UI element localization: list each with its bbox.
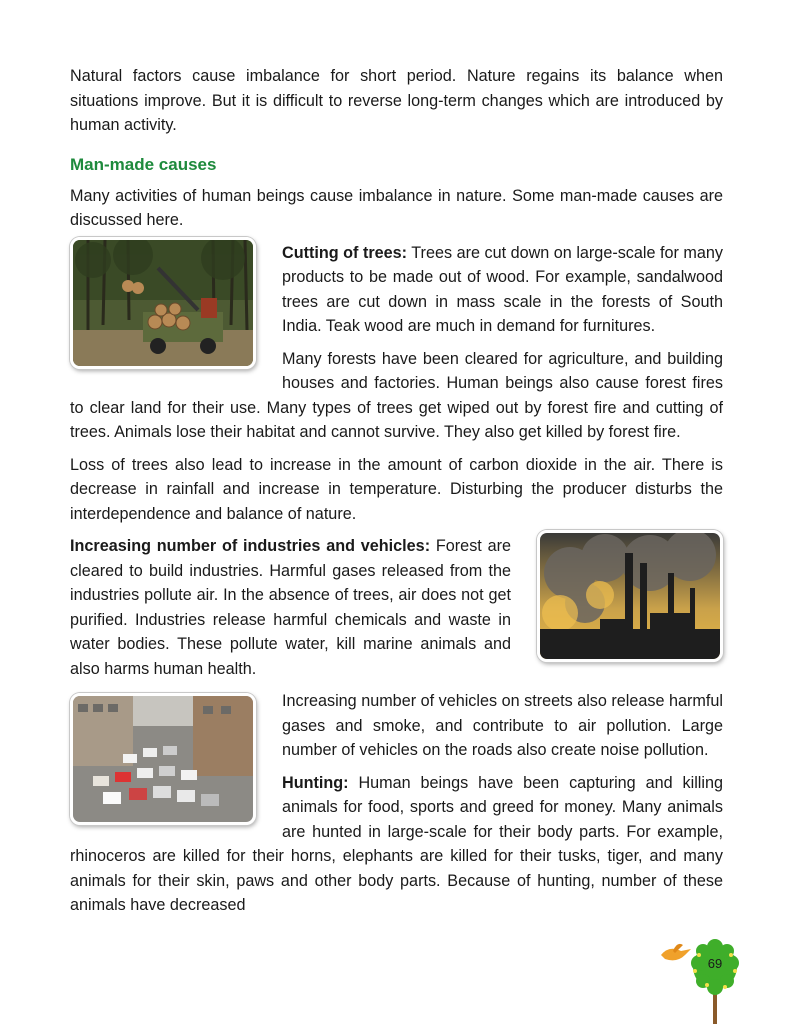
intro-paragraph: Natural factors cause imbalance for short period. Nature regains its balance when situations improve. But it is difficult to reverse long-term changes which are introduced by human activity. [70,67,723,134]
industries-title: Increasing number of industries and vehicles: [70,537,431,555]
vehicles-paragraph: Increasing number of vehicles on streets also release harmful gases and smoke, and contribute to air pollution. Large number of vehicles on the roads also create noise pollution. [282,692,723,759]
forest-clearing-paragraph: Many forests have been cleared for agriculture, and building houses and factories. Human beings also cause forest fires to clear land for their use. Many types of trees get wiped out by forest fire and cutting of trees. Animals lose their habitat and cannot survive. They also get killed by forest fire. [70,349,723,441]
page-content [70,64,723,918]
page-number: 69 [707,956,723,971]
industries-text: Forest are cleared to build industries. Harmful gases released from the industries pollute air. In the absence of trees, air does not get purified. Industries release harmful chemicals and waste in water bodies. These pollute water, kill marine animals and also harms human health. [70,537,511,678]
carbon-dioxide-paragraph: Loss of trees also lead to increase in the amount of carbon dioxide in the air. There is decrease in rainfall and increase in temperature. Disturbing the producer disturbs the interdependence and balance of nature. [70,455,723,523]
factory-smoke-photo [537,530,723,662]
hunting-title: Hunting: [282,773,349,792]
logging-truck-photo [70,237,256,369]
section-intro: Many activities of human beings cause imbalance in nature. Some man-made causes are discussed here. [70,186,723,229]
cutting-trees-text: Trees are cut down on large-scale for many products to be made out of wood. For example, sandalwood trees are cut down in mass scale in the forests of South India. Teak wood are much in demand for furnitures. [282,243,724,335]
cutting-trees-title: Cutting of trees: [282,243,408,262]
page-number-badge [655,935,755,1024]
traffic-jam-photo [70,693,256,825]
hunting-text: Human beings have been capturing and killing animals for food, sports and greed for money. Many animals are hunted in large-scale for their body parts. For example, rhinoceros are killed for their horns, elephants are killed for their tusks, tiger, and many animals for their skin, paws and other body parts. Because of hunting, number of these animals have decreased [70,773,723,914]
section-heading: Man-made causes [70,154,217,174]
bird-icon [659,941,693,965]
